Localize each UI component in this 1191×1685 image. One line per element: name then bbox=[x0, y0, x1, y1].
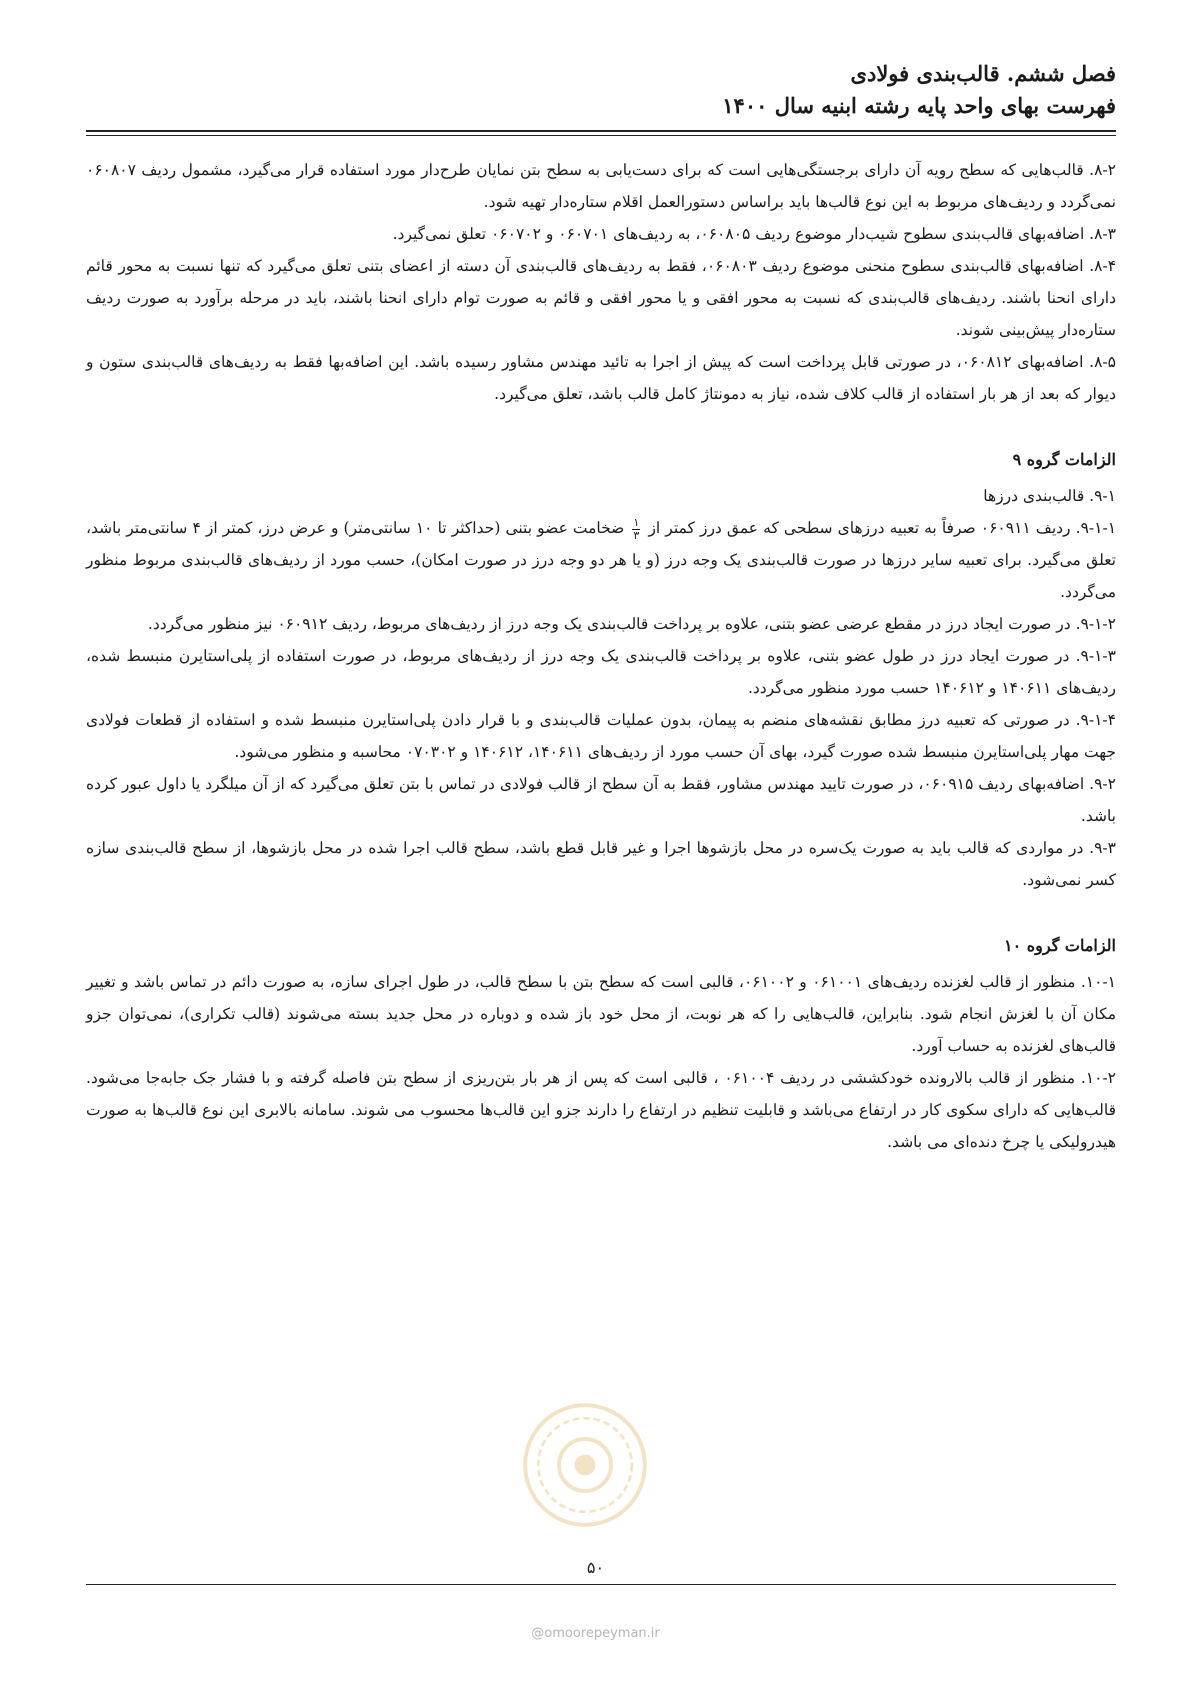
fraction-numerator: ۱ bbox=[633, 515, 640, 529]
group-9-heading: الزامات گروه ۹ bbox=[1012, 450, 1116, 469]
paragraph-10-2: ۱۰-۲. منظور از قالب بالارونده خودکششی در ردیف ۰۶۱۰۰۴ ، قالبی است که پس از هر بار بتن‌ریزی از سطح بتن فاصله گرفته و با فشار جک جابه‌جا می‌شود. قالب‌هایی که دارای سکوی کار در ارتفاع می‌باشد و قابلیت تنظیم در ارتفاع را دارند جزو این قالب‌ها محسوب می شوند. سامانه بالابری این نوع قالب‌ها به صورت هیدرولیکی یا چرخ دنده‌ای می باشد. bbox=[86, 1069, 1116, 1151]
book-title: فهرست بهای واحد پایه رشته ابنیه سال ۱۴۰۰ bbox=[722, 93, 1116, 118]
website-watermark: @omoorepeyman.ir bbox=[531, 1626, 660, 1641]
watermark-seal-icon bbox=[520, 1400, 650, 1530]
group-10-heading: الزامات گروه ۱۰ bbox=[1004, 936, 1116, 955]
page-header bbox=[86, 58, 1116, 132]
paragraph-8-3: ۸-۳. اضافه‌بهای قالب‌بندی سطوح شیب‌دار موضوع ردیف ۰۶۰۸۰۵، به ردیف‌های ۰۶۰۷۰۱ و ۰۶۰۷۰۲ تعلق نمی‌گیرد. bbox=[392, 225, 1116, 243]
paragraph-9-1-4: ۹-۱-۴. در صورتی که تعبیه درز مطابق نقشه‌های منضم به پیمان، بدون عملیات قالب‌بندی و با قرار دادن پلی‌استایرن منبسط شده و استفاده از قطعات فولادی جهت مهار پلی‌استایرن منبسط شده صورت گیرد، بهای آن حسب مورد از ردیف‌های ۱۴۰۶۱۱، ۱۴۰۶۱۲ و ۰۷۰۳۰۲ محاسبه و منظور می‌شود. bbox=[86, 711, 1116, 761]
paragraph-9-1-1 bbox=[86, 512, 1116, 608]
paragraph-9-1: ۹-۱. قالب‌بندی درزها bbox=[983, 487, 1116, 505]
paragraph-8-4: ۸-۴. اضافه‌بهای قالب‌بندی سطوح منحنی موضوع ردیف ۰۶۰۸۰۳، فقط به ردیف‌های قالب‌بندی آن دسته از اعضای بتنی تعلق می‌گیرد که تنها نسبت به محور قائم دارای انحنا باشند. ردیف‌های قالب‌بندی که نسبت به محور افقی و یا محور افقی و قائم به صورت توام دارای انحنا باشند، باید در مرحله برآورد به صورت ردیف ستاره‌دار پیش‌بینی شوند. bbox=[86, 257, 1117, 339]
paragraph-9-1-1-part-a: ۹-۱-۱. ردیف ۰۶۰۹۱۱ صرفاً به تعبیه درزهای سطحی که عمق درز کمتر از bbox=[648, 519, 1117, 537]
fraction-denominator: ۳ bbox=[633, 528, 640, 542]
fraction bbox=[632, 517, 640, 542]
document-page bbox=[86, 58, 1116, 1158]
paragraph-9-1-1-part-b: ضخامت عضو بتنی (حداکثر تا ۱۰ سانتی‌متر) و عرض درز، کمتر از ۴ سانتی‌متر باشد، تعلق می‌گیرد. برای تعبیه سایر درزها در صورت قالب‌بندی یک وجه درز (و یا هر دو وجه درز در صورت امکان)، حسب مورد از ردیف‌های قالب‌بندی مربوط منظور می‌گردد. bbox=[86, 519, 1116, 601]
paragraph-9-1-3: ۹-۱-۳. در صورت ایجاد درز در طول عضو بتنی، علاوه بر پرداخت قالب‌بندی یک وجه درز از ردیف‌های مربوط، در صورت استفاده از پلی‌استایرن منبسط شده، ردیف‌های ۱۴۰۶۱۱ و ۱۴۰۶۱۲ حسب مورد منظور می‌گردد. bbox=[86, 647, 1116, 697]
paragraph-9-3: ۹-۳. در مواردی که قالب باید به صورت یک‌سره در محل بازشوها اجرا و غیر قابل قطع باشد، سطح قالب اجرا شده در محل بازشوها، از سطح قالب‌بندی سازه کسر نمی‌شود. bbox=[86, 839, 1116, 889]
document-body bbox=[86, 154, 1116, 1158]
paragraph-9-2: ۹-۲. اضافه‌بهای ردیف ۰۶۰۹۱۵، در صورت تایید مهندس مشاور، فقط به آن سطح از قالب فولادی در تماس با بتن تعلق می‌گیرد که از آن میلگرد یا داول عبور کرده باشد. bbox=[86, 775, 1116, 825]
page-number: ۵۰ bbox=[586, 1558, 605, 1577]
paragraph-8-2: ۸-۲. قالب‌هایی که سطح رویه آن دارای برجستگی‌هایی است که برای دست‌یابی به سطح بتن نمایان طرح‌دار مورد استفاده قرار می‌گیرد، مشمول ردیف ۰۶۰۸۰۷ نمی‌گردد و ردیف‌های مربوط به این نوع قالب‌ها باید براساس دستورالعمل اقلام ستاره‌دار تهیه شود. bbox=[86, 161, 1116, 211]
paragraph-10-1: ۱۰-۱. منظور از قالب لغزنده ردیف‌های ۰۶۱۰۰۱ و ۰۶۱۰۰۲، قالبی است که سطح بتن با سطح قالب، در طول اجرای سازه، به صورت دائم در تماس باشد و تغییر مکان آن با لغزش انجام شود. بنابراین، قالب‌هایی را که هر نوبت، از محل خود باز شده و دوباره در محل جدید بسته می‌شوند (قالب تکراری)، نمی‌توان جزو قالب‌های لغزنده به حساب آورد. bbox=[86, 973, 1116, 1055]
paragraph-8-5: ۸-۵. اضافه‌بهای ۰۶۰۸۱۲، در صورتی قابل پرداخت است که پیش از اجرا به تائید مهندس مشاور رسیده باشد. این اضافه‌بها فقط به ردیف‌های قالب‌بندی ستون و دیوار که بعد از هر بار استفاده از قالب کلاف شده، نیاز به دمونتاژ کامل قالب باشد، تعلق می‌گیرد. bbox=[86, 353, 1116, 403]
footer-rule bbox=[86, 1584, 1116, 1585]
chapter-title: فصل ششم. قالب‌بندی فولادی bbox=[850, 61, 1116, 86]
paragraph-9-1-2: ۹-۱-۲. در صورت ایجاد درز در مقطع عرضی عضو بتنی، علاوه بر پرداخت قالب‌بندی یک وجه درز از ردیف‌های مربوط، ردیف ۰۶۰۹۱۲ نیز منظور می‌گردد. bbox=[147, 615, 1116, 633]
